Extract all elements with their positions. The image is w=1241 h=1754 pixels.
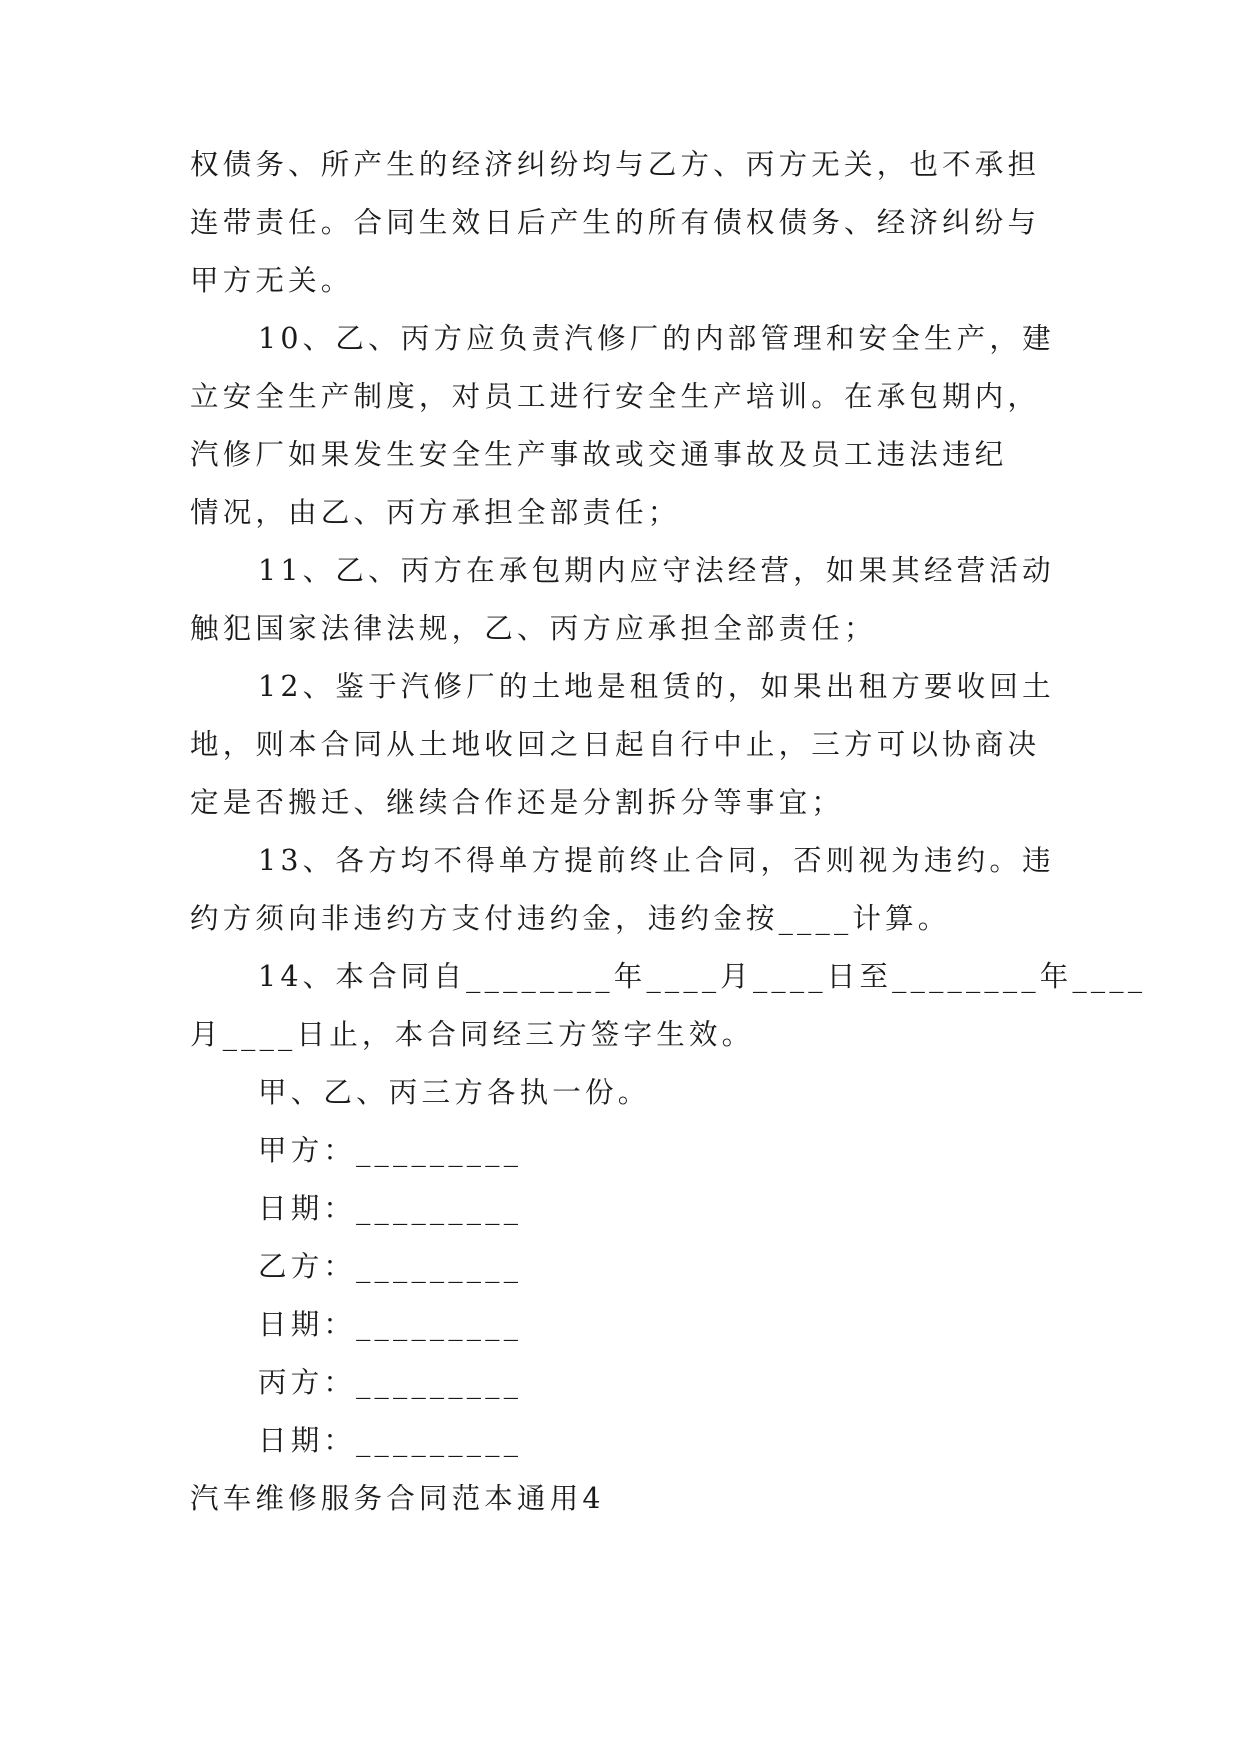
signature-label: 乙方： — [258, 1250, 357, 1283]
paragraph-line: 触犯国家法律法规，乙、丙方应承担全部责任； — [190, 612, 877, 645]
signature-party-c — [190, 1354, 1060, 1412]
signature-blank: _________ — [356, 1424, 523, 1457]
clause-13-line: 13、各方均不得单方提前终止合同，否则视为违约。违 — [258, 844, 1055, 877]
paragraph-line: 汽修厂如果发生安全生产事故或交通事故及员工违法违纪 — [190, 438, 1008, 471]
signature-blank: _________ — [356, 1192, 523, 1225]
paragraph-line: 地，则本合同从土地收回之日起自行中止，三方可以协商决 — [190, 728, 1041, 761]
paragraph-line: 连带责任。合同生效日后产生的所有债权债务、经济纠纷与 — [190, 206, 1041, 239]
signature-party-b — [190, 1238, 1060, 1296]
paragraph-line: 甲方无关。 — [190, 264, 354, 297]
signature-blank: _________ — [356, 1308, 523, 1341]
signature-date-a — [190, 1180, 1060, 1238]
paragraph-line: 月____日止，本合同经三方签字生效。 — [190, 1018, 755, 1051]
signature-blank: _________ — [356, 1366, 523, 1399]
signature-party-a — [190, 1122, 1060, 1180]
copies-statement: 甲、乙、丙三方各执一份。 — [258, 1076, 651, 1109]
clause-12-line: 12、鉴于汽修厂的土地是租赁的，如果出租方要收回土 — [258, 670, 1055, 703]
paragraph-line: 立安全生产制度，对员工进行安全生产培训。在承包期内， — [190, 380, 1041, 413]
signature-date-c — [190, 1412, 1060, 1470]
signature-date-b — [190, 1296, 1060, 1354]
paragraph-line: 定是否搬迁、继续合作还是分割拆分等事宜； — [190, 786, 845, 819]
clause-14-line: 14、本合同自________年____月____日至________年____ — [258, 960, 1147, 993]
clause-10-line: 10、乙、丙方应负责汽修厂的内部管理和安全生产，建 — [258, 322, 1055, 355]
clause-11-line: 11、乙、丙方在承包期内应守法经营，如果其经营活动 — [258, 554, 1055, 587]
signature-label: 日期： — [258, 1308, 357, 1341]
signature-label: 日期： — [258, 1192, 357, 1225]
section-heading: 汽车维修服务合同范本通用4 — [190, 1482, 605, 1515]
paragraph-line: 权债务、所产生的经济纠纷均与乙方、丙方无关，也不承担 — [190, 148, 1041, 181]
signature-blank: _________ — [356, 1134, 523, 1167]
signature-label: 甲方： — [258, 1134, 357, 1167]
contract-body — [190, 136, 1147, 1528]
signature-label: 日期： — [258, 1424, 357, 1457]
paragraph-line: 约方须向非违约方支付违约金，违约金按____计算。 — [190, 902, 951, 935]
signature-label: 丙方： — [258, 1366, 357, 1399]
signature-blank: _________ — [356, 1250, 523, 1283]
paragraph-line: 情况，由乙、丙方承担全部责任； — [190, 496, 681, 529]
